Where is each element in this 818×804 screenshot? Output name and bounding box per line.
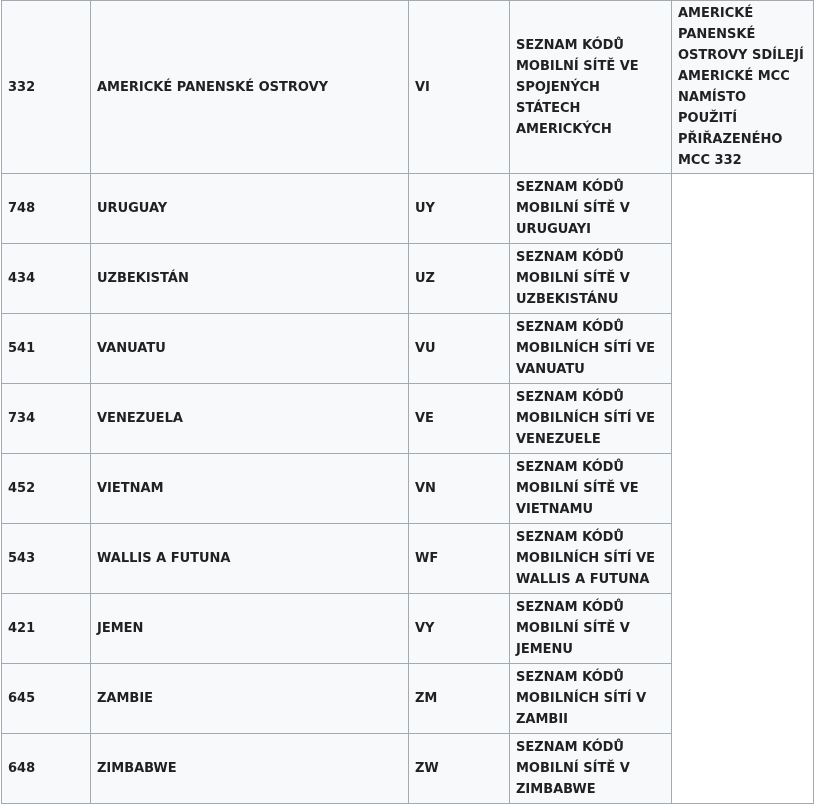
reference-cell[interactable]: SEZNAM KÓDŮ MOBILNÍ SÍTĚ V ZIMBABWE xyxy=(510,734,672,804)
iso-cell: VI xyxy=(409,1,510,174)
reference-cell[interactable]: SEZNAM KÓDŮ MOBILNÍCH SÍTÍ VE WALLIS A FUTUNA xyxy=(510,524,672,594)
iso-cell: VY xyxy=(409,594,510,664)
iso-cell: UY xyxy=(409,174,510,244)
reference-cell[interactable]: SEZNAM KÓDŮ MOBILNÍ SÍTĚ V URUGUAYI xyxy=(510,174,672,244)
iso-cell: WF xyxy=(409,524,510,594)
reference-cell[interactable]: SEZNAM KÓDŮ MOBILNÍ SÍTĚ VE VIETNAMU xyxy=(510,454,672,524)
country-cell: AMERICKÉ PANENSKÉ OSTROVY xyxy=(91,1,409,174)
country-cell: JEMEN xyxy=(91,594,409,664)
country-cell: WALLIS A FUTUNA xyxy=(91,524,409,594)
iso-cell: VN xyxy=(409,454,510,524)
mcc-cell: 421 xyxy=(2,594,91,664)
country-cell: URUGUAY xyxy=(91,174,409,244)
mcc-cell: 541 xyxy=(2,314,91,384)
note-cell: AMERICKÉ PANENSKÉ OSTROVY SDÍLEJÍ AMERICKÉ MCC NAMÍSTO POUŽITÍ PŘIŘAZENÉHO MCC 332 xyxy=(672,1,814,174)
country-cell: VIETNAM xyxy=(91,454,409,524)
empty-note-cell xyxy=(672,174,814,804)
mcc-cell: 332 xyxy=(2,1,91,174)
mcc-cell: 452 xyxy=(2,454,91,524)
country-cell: UZBEKISTÁN xyxy=(91,244,409,314)
mcc-cell: 734 xyxy=(2,384,91,454)
mcc-table xyxy=(1,0,814,804)
country-cell: VANUATU xyxy=(91,314,409,384)
country-cell: ZAMBIE xyxy=(91,664,409,734)
table-row xyxy=(2,174,814,244)
table-row xyxy=(2,1,814,174)
mcc-cell: 748 xyxy=(2,174,91,244)
reference-cell[interactable]: SEZNAM KÓDŮ MOBILNÍCH SÍTÍ V ZAMBII xyxy=(510,664,672,734)
reference-cell[interactable]: SEZNAM KÓDŮ MOBILNÍ SÍTĚ VE SPOJENÝCH STÁTECH AMERICKÝCH xyxy=(510,1,672,174)
iso-cell: ZW xyxy=(409,734,510,804)
reference-cell[interactable]: SEZNAM KÓDŮ MOBILNÍCH SÍTÍ VE VENEZUELE xyxy=(510,384,672,454)
iso-cell: ZM xyxy=(409,664,510,734)
reference-cell[interactable]: SEZNAM KÓDŮ MOBILNÍ SÍTĚ V UZBEKISTÁNU xyxy=(510,244,672,314)
iso-cell: UZ xyxy=(409,244,510,314)
iso-cell: VU xyxy=(409,314,510,384)
reference-cell[interactable]: SEZNAM KÓDŮ MOBILNÍ SÍTĚ V JEMENU xyxy=(510,594,672,664)
iso-cell: VE xyxy=(409,384,510,454)
mcc-cell: 645 xyxy=(2,664,91,734)
country-cell: VENEZUELA xyxy=(91,384,409,454)
mcc-cell: 543 xyxy=(2,524,91,594)
mcc-cell: 648 xyxy=(2,734,91,804)
reference-cell[interactable]: SEZNAM KÓDŮ MOBILNÍCH SÍTÍ VE VANUATU xyxy=(510,314,672,384)
country-cell: ZIMBABWE xyxy=(91,734,409,804)
mcc-cell: 434 xyxy=(2,244,91,314)
